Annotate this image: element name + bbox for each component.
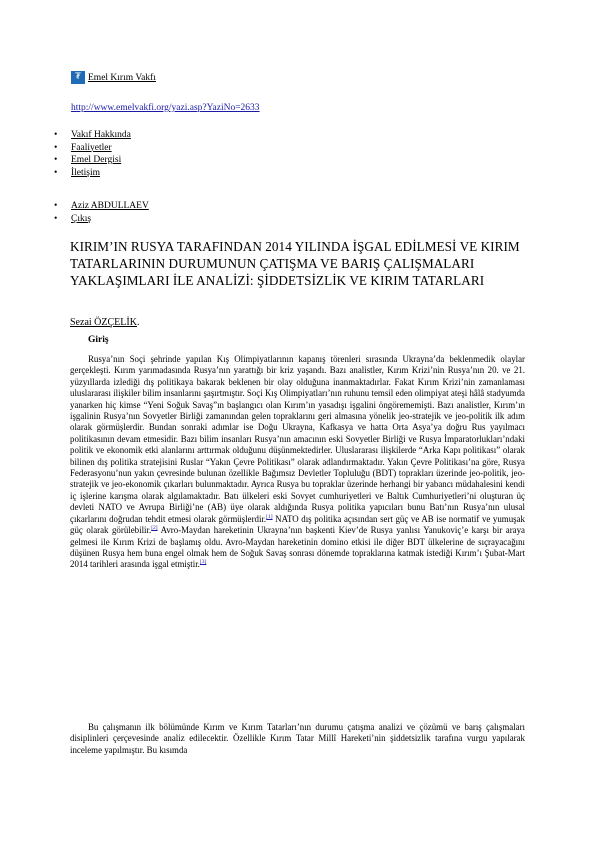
- paragraph-text: Avro-Maydan hareketinin Ukrayna’nın başkenti Kiev’de Rusya yanlısı Yanukoviç’e karşı bir araya gelmesi ile Kırım Krizi de başlamış oldu. Avro-Maydan hareketinin domino etkisi ile diğer BDT ülkelerine de sıçrayacağını düşünen Rusya hem buna engel olmak hem de Soğuk Savaş sonrası dönemde topraklarına katmak istediği Kırım’ı Şubat-Mart 2014 tarihleri arasında işgal etmiştir.: [70, 525, 525, 570]
- menu-link[interactable]: İletişim: [71, 167, 101, 178]
- menu-link[interactable]: Faaliyetler: [71, 142, 112, 153]
- article-paragraph: Bu çalışmanın ilk bölümünde Kırım ve Kırım Tatarları’nın durumu çatışma analizi ve çözümü ve barış çalışmaları disiplinleri çerçevesinde analiz edilecektir. Özellikle Kırım Tatar Millî Hareketi’nin şiddetsizlik tarafına vurgu yapılarak inceleme yapılmıştır. Bu kısımda: [70, 722, 525, 755]
- menu-item-logout: [54, 213, 149, 226]
- author-link[interactable]: Sezai ÖZÇELİK: [70, 317, 137, 328]
- menu-item-vakif-hakkinda: [54, 129, 131, 142]
- logout-link[interactable]: Çıkış: [71, 213, 92, 224]
- footnote-link[interactable]: [2]: [151, 525, 158, 532]
- section-heading: Giriş: [88, 335, 109, 345]
- user-menu: [54, 200, 149, 225]
- menu-item-faaliyetler: [54, 142, 131, 155]
- paragraph-text: Rusya’nın Soçi şehrinde yapılan Kış Olimpiyatlarının kapanış törenleri sırasında Ukrayna’da beklenmedik olaylar gerçekleşti. Kırım yarımadasında Rusya’nın yarattığı bir kriz yaşandı. Bazı analistler, Kırım Krizi’nin Rusya’nın 20. ve 21. yüzyıllarda izlediği dış politikaya bakarak beklenen bir olay olduğuna inanmaktadırlar. Fakat Kırım Krizi’nin zamanlaması uluslararası ilişkiler bilim insanlarını şaşırtmıştır. Soçi Kış Olimpiyatları’nın ruhunu temsil eden olimpiyat ateşi hâlâ stadyumda yanarken hiç kimse “Yeni Soğuk Savaş”ın başlangıcı olan Kırım’ın yasadışı işgalini öngörememişti. Bazı analistler, Kırım’ın işgalinin Rusya’nın Sovyetler Birliği zamanından gelen topraklarını geri almasına yönelik jeo-stratejik ve jeo-politik ilk adım olarak görmüşlerdir. Bundan sonraki adımlar ise Doğu Ukrayna, Kafkasya ve hatta Orta Asya’ya doğru Rus yayılmacı politikasının devam etmesidir. Bazı bilim insanları Rusya’nın amacının eski Sovyetler Birliği ve Rusya İmparatorlukları’ndaki politik ve ekonomik etki alanlarını arttırmak olduğunu düşünmektedirler. Uluslararası ilişkilerde “Arka Kapı politikası” olarak bilinen dış politika stratejisini Ruslar “Yakın Çevre Politikası” olarak adlandırmaktadır. Yakın Çevre Politikası’na göre, Rusya Federasyonu’nun yakın çevresinde bulunan özellikle Bağımsız Devletler Topluluğu (BDT) toprakları üzerinde jeo-politik, jeo-stratejik ve jeo-ekonomik çıkarları bulunmaktadır. Ayrıca Rusya bu topraklar üzerinde herhangi bir yabancı müdahalesini kendi iç işlerine karışma olarak algılamaktadır. Batı ülkeleri eski Sovyet cumhuriyetleri ve Baltık Cumhuriyetleri’ni oluşturan üç devleti NATO ve Avrupa Birliği’ne (AB) üye olarak aldığında Rusya politika yapıcıları bunu Batı’nın Rusya’nın ulusal çıkarlarını doğrudan tehdit etmesi olarak görmüşlerdir.: [70, 354, 525, 524]
- footnote-link[interactable]: [3]: [199, 559, 207, 566]
- menu-item-iletisim: [54, 167, 131, 180]
- author-line: [70, 317, 139, 328]
- article-title: KIRIM’IN RUSYA TARAFINDAN 2014 YILINDA İŞGAL EDİLMESİ VE KIRIM TATARLARININ DURUMUNUN ÇATIŞMA VE BARIŞ ÇALIŞMALARI YAKLAŞIMLARI İLE ANALİZİ: ŞİDDETSİZLİK VE KIRIM TATARLARI: [70, 239, 520, 288]
- menu-link[interactable]: Vakıf Hakkında: [71, 130, 131, 140]
- site-link[interactable]: Emel Kırım Vakfı: [88, 72, 156, 83]
- article-paragraph: [70, 354, 525, 571]
- emel-logo-icon: ₮: [71, 71, 85, 84]
- footnote-link[interactable]: [1]: [266, 513, 273, 520]
- menu-item-emel-dergisi: [54, 154, 131, 167]
- user-name-link[interactable]: Aziz ABDULLAEV: [71, 201, 149, 211]
- menu-link[interactable]: Emel Dergisi: [71, 155, 122, 165]
- article-url-link[interactable]: http://www.emelvakfi.org/yazi.asp?YaziNo=2633: [71, 103, 260, 113]
- main-menu: [54, 129, 131, 179]
- site-header: [71, 71, 156, 84]
- author-suffix: .: [136, 317, 140, 328]
- paragraph-text: NATO dış politika açısından sert güç ve AB ise normatif ve yumuşak güç olarak görülebilir.: [70, 513, 525, 536]
- menu-item-user: [54, 200, 149, 213]
